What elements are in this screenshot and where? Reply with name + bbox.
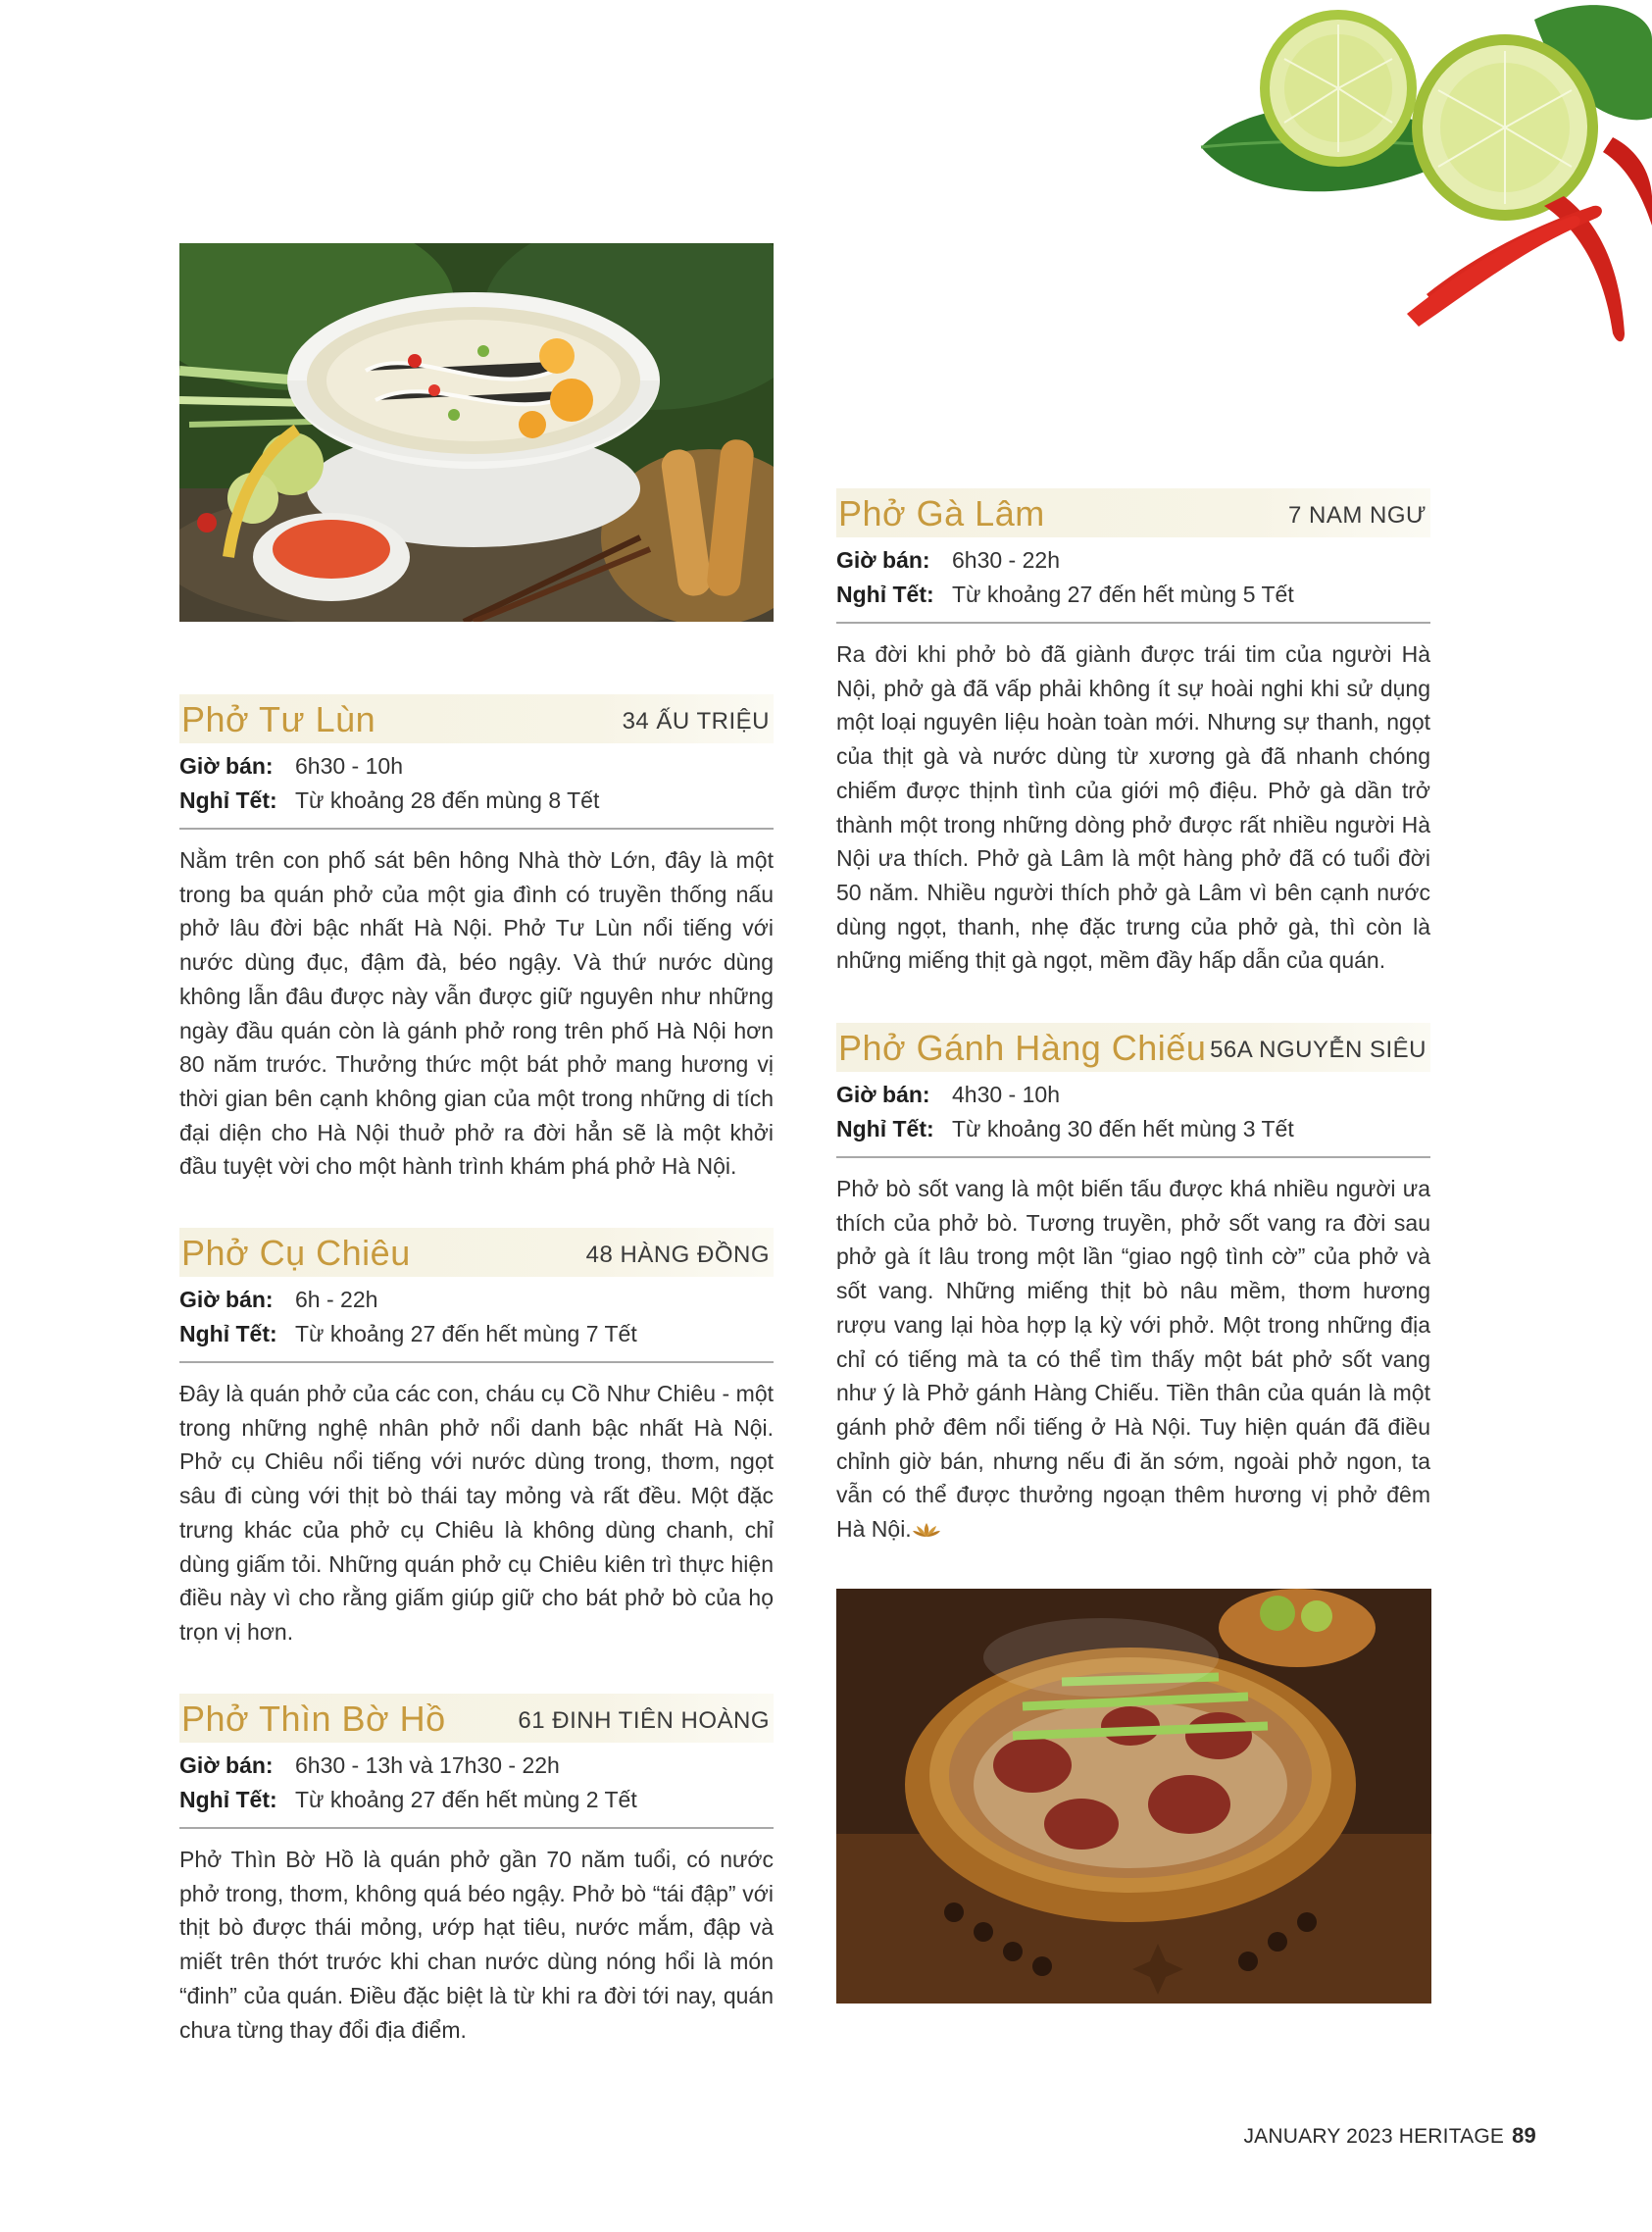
restaurant-title-bar (179, 1694, 774, 1743)
lotus-icon (912, 1514, 941, 1532)
restaurant-description: Đây là quán phở của các con, cháu cụ Cồ Như Chiêu - một trong những nghệ nhân phở nổi danh bậc nhất Hà Nội. Phở cụ Chiêu nổi tiếng với nước dùng trong, thơm, ngọt sâu đi cùng với thịt bò thái tay mỏng và rất đều. Một đặc trưng khác của phở cụ Chiêu là không dùng chanh, chỉ dùng giấm tỏi. Những quán phở cụ Chiêu kiên trì thực hiện điều này vì cho rằng giấm giúp giữ cho bát phở bò của họ trọn vị hơn. (179, 1381, 774, 1645)
restaurant-title-bar (836, 1023, 1430, 1072)
restaurant-info (836, 1078, 1430, 1158)
issue-label: JANUARY 2023 HERITAGE (1243, 2125, 1505, 2148)
restaurant-description-wrap (836, 1172, 1430, 1547)
restaurant-address: 48 HÀNG ĐỒNG (585, 1242, 770, 1268)
restaurant-info (179, 1283, 774, 1363)
pho-sot-vang-photo (836, 1589, 1431, 2004)
tet-value: Từ khoảng 28 đến mùng 8 Tết (295, 787, 600, 813)
restaurant-title-bar (836, 488, 1430, 537)
restaurant-name: Phở Gà Lâm (838, 493, 1045, 533)
tet-label: Nghỉ Tết: (179, 1321, 277, 1346)
restaurant-info (179, 749, 774, 830)
restaurant-description: Ra đời khi phở bò đã giành được trái tim của người Hà Nội, phở gà đã vấp phải không ít sự hoài nghi khi sử dụng một loại nguyên liệu hoàn toàn mới. Nhưng sự thanh, ngọt của thịt gà và nước dùng từ xương gà đã nhanh chóng chiếm được thịnh tình của giới mộ điệu. Phở gà dần trở thành một trong những dòng phở được rất nhiều người Hà Nội ưa thích. Phở gà Lâm là một hàng phở đã có tuổi đời 50 năm. Nhiều người thích phở gà Lâm vì bên cạnh nước dùng ngọt, thanh, nhẹ đặc trưng của phở gà, thì còn là những miếng thịt gà ngọt, mềm đầy hấp dẫn của quán. (836, 641, 1430, 974)
tet-label: Nghỉ Tết: (179, 1787, 277, 1812)
restaurant-address: 7 NAM NGƯ (1287, 502, 1427, 529)
hours-value: 6h30 - 10h (295, 753, 403, 779)
restaurant-title-bar (179, 1228, 774, 1277)
lime-chili-decoration (1181, 0, 1652, 373)
tet-label: Nghỉ Tết: (179, 787, 277, 813)
restaurant-description: Nằm trên con phố sát bên hông Nhà thờ Lớn, đây là một trong ba quán phở của một gia đình có truyền thống nấu phở lâu đời bậc nhất Hà Nội. Phở Tư Lùn nổi tiếng với nước dùng đục, đậm đà, béo ngậy. Và thứ nước dùng không lẫn đâu được này vẫn được giữ nguyên như những ngày đầu quán còn là gánh phở rong trên phố Hà Nội hơn 80 năm trước. Thưởng thức một bát phở mang hương vị thời gian bên cạnh không gian của một trong những di tích đại diện cho Hà Nội thuở phở ra đời hẳn sẽ là một khởi đầu tuyệt vời cho một hành trình khám phá phở Hà Nội. (179, 847, 774, 1180)
hours-label: Giờ bán: (836, 1082, 930, 1107)
hours-label: Giờ bán: (179, 1752, 274, 1778)
restaurant-address: 34 ẤU TRIỆU (622, 708, 770, 735)
page-number: 89 (1512, 2123, 1536, 2148)
tet-value: Từ khoảng 27 đến hết mùng 5 Tết (952, 582, 1294, 607)
restaurant-tu-lun (179, 694, 774, 1184)
restaurant-description: Phở bò sốt vang là một biến tấu được khá nhiều người ưa thích của phở bò. Tương truyền, phở sốt vang ra đời sau phở gà ít lâu trong một lần “giao ngộ tình cờ” của phở và sốt vang. Những miếng thịt bò nâu mềm, thơm hương rượu vang lại hòa hợp lạ kỳ với phở. Một trong những địa chỉ có tiếng mà ta có thể tìm thấy một bát phở sốt vang như ý là Phở gánh Hàng Chiếu. Tiền thân của quán là một gánh phở đêm nổi tiếng ở Hà Nội. Tuy hiện quán đã điều chỉnh giờ bán, nhưng nếu đi ăn sớm, ngoài phở ngon, ta vẫn có thể được thưởng ngoạn thêm hương vị phở đêm Hà Nội. (836, 1176, 1430, 1543)
tet-value: Từ khoảng 27 đến hết mùng 2 Tết (295, 1787, 637, 1812)
hours-value: 6h - 22h (295, 1287, 378, 1312)
restaurant-info (836, 543, 1430, 624)
restaurant-ganh-hang-chieu (836, 1023, 1430, 1547)
restaurant-address: 56A NGUYỄN SIÊU (1210, 1037, 1427, 1063)
tet-label: Nghỉ Tết: (836, 1116, 934, 1141)
hours-value: 4h30 - 10h (952, 1082, 1060, 1107)
page-footer (1243, 2123, 1536, 2149)
restaurant-title-bar (179, 694, 774, 743)
restaurant-cu-chieu (179, 1228, 774, 1649)
restaurant-name: Phở Tư Lùn (181, 699, 376, 739)
hours-label: Giờ bán: (179, 1287, 274, 1312)
hours-label: Giờ bán: (836, 547, 930, 573)
hours-label: Giờ bán: (179, 753, 274, 779)
tet-value: Từ khoảng 27 đến hết mùng 7 Tết (295, 1321, 637, 1346)
restaurant-name: Phở Gánh Hàng Chiếu (838, 1028, 1207, 1068)
hours-value: 6h30 - 13h và 17h30 - 22h (295, 1752, 560, 1778)
restaurant-address: 61 ĐINH TIÊN HOÀNG (518, 1707, 770, 1734)
tet-label: Nghỉ Tết: (836, 582, 934, 607)
restaurant-description: Phở Thìn Bờ Hồ là quán phở gần 70 năm tuổi, có nước phở trong, thơm, không quá béo ngậy. Phở bò “tái đập” với thịt bò được thái mỏng, ướp hạt tiêu, nước mắm, đập và miết trên thớt trước khi chan nước dùng nóng hổi là món “đinh” của quán. Điều đặc biệt là từ khi ra đời tới nay, quán chưa từng thay đổi địa điểm. (179, 1847, 774, 2043)
restaurant-name: Phở Cụ Chiêu (181, 1233, 411, 1273)
restaurant-name: Phở Thìn Bờ Hồ (181, 1699, 446, 1739)
restaurant-thin-bo-ho (179, 1694, 774, 2047)
restaurant-info (179, 1749, 774, 1829)
restaurant-ga-lam (836, 488, 1430, 978)
hours-value: 6h30 - 22h (952, 547, 1060, 573)
tet-value: Từ khoảng 30 đến hết mùng 3 Tết (952, 1116, 1294, 1141)
pho-bowl-photo (179, 243, 774, 622)
